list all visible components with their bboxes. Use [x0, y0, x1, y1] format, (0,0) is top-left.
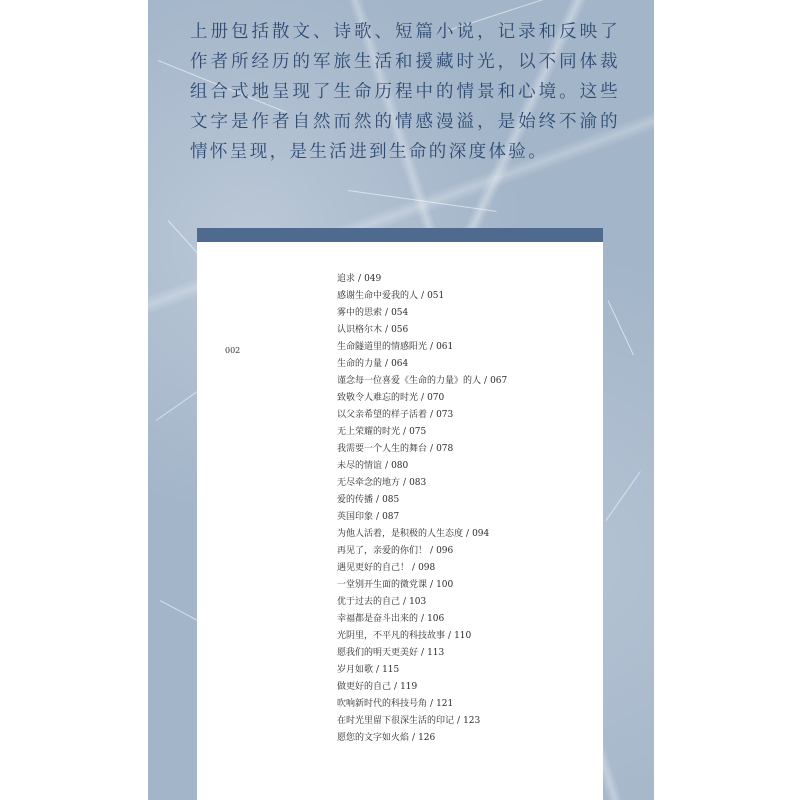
toc-entry	[337, 713, 507, 730]
toc-entry-page: 106	[427, 614, 445, 624]
toc-entry-title: 无上荣耀的时光	[337, 427, 401, 437]
toc-entry-title: 感谢生命中爱我的人	[337, 291, 419, 301]
toc-entry-page: 083	[409, 478, 427, 488]
toc-entry-title: 吹响新时代的科技号角	[337, 699, 428, 709]
toc-entry-title: 愿我们的明天更美好	[337, 648, 419, 658]
toc-entry-title: 我需要一个人生的舞台	[337, 444, 428, 454]
decorative-crack	[608, 300, 634, 355]
toc-entry-title: 优于过去的自己	[337, 597, 401, 607]
toc-entry-page: 051	[427, 291, 445, 301]
toc-entry	[337, 373, 507, 390]
toc-entry-title: 幸福都是奋斗出来的	[337, 614, 419, 624]
toc-entry-title: 再见了，亲爱的你们！	[337, 546, 428, 556]
toc-entry-page: 094	[472, 529, 490, 539]
toc-entry-title: 英国印象	[337, 512, 374, 522]
toc-entry	[337, 645, 507, 662]
toc-separator: /	[430, 410, 434, 420]
toc-entry-title: 遇见更好的自己！	[337, 563, 410, 573]
toc-entry-page: 064	[391, 359, 409, 369]
toc-entry-title: 认识格尔木	[337, 325, 383, 335]
toc-separator: /	[412, 563, 416, 573]
toc-entry	[337, 339, 507, 356]
toc-entry-title: 一堂别开生面的微党课	[337, 580, 428, 590]
toc-entry-page: 061	[436, 342, 454, 352]
toc-separator: /	[376, 512, 380, 522]
toc-entry	[337, 611, 507, 628]
toc-entry	[337, 662, 507, 679]
toc-entry	[337, 458, 507, 475]
toc-entry-page: 049	[364, 274, 382, 284]
toc-entry	[337, 271, 507, 288]
toc-entry	[337, 628, 507, 645]
toc-entry	[337, 696, 507, 713]
toc-entry-page: 119	[400, 682, 418, 692]
toc-entry-page: 054	[391, 308, 409, 318]
toc-separator: /	[484, 376, 488, 386]
toc-entry-title: 在时光里留下很深生活的印记	[337, 716, 455, 726]
page-header-bar	[197, 228, 603, 242]
toc-entry	[337, 730, 507, 747]
toc-entry-page: 110	[454, 631, 472, 641]
toc-entry-title: 致敬令人难忘的时光	[337, 393, 419, 403]
toc-separator: /	[385, 461, 389, 471]
toc-entry	[337, 407, 507, 424]
toc-entry	[337, 560, 507, 577]
decorative-crack	[348, 190, 497, 212]
toc-entry-page: 070	[427, 393, 445, 403]
toc-entry	[337, 322, 507, 339]
toc-entry	[337, 594, 507, 611]
toc-entry-title: 无尽牵念的地方	[337, 478, 401, 488]
toc-entry-page: 056	[391, 325, 409, 335]
toc-entry-page: 087	[382, 512, 400, 522]
toc-separator: /	[412, 733, 416, 743]
intro-paragraph: 上册包括散文、诗歌、短篇小说，记录和反映了作者所经历的军旅生活和援藏时光，以不同体裁组合式地呈现了生命历程中的情景和心境。这些文字是作者自然而然的情感漫溢，是始终不渝的情怀呈现，是生活进到生命的深度体验。	[190, 22, 620, 162]
toc-entry-page: 078	[436, 444, 454, 454]
toc-entry-title: 生命隧道里的情感阳光	[337, 342, 428, 352]
toc-entry	[337, 526, 507, 543]
table-of-contents	[337, 271, 507, 747]
toc-entry	[337, 577, 507, 594]
toc-separator: /	[421, 648, 425, 658]
toc-separator: /	[385, 308, 389, 318]
toc-entry	[337, 475, 507, 492]
toc-separator: /	[457, 716, 461, 726]
toc-separator: /	[430, 699, 434, 709]
toc-separator: /	[430, 444, 434, 454]
toc-entry	[337, 356, 507, 373]
toc-entry	[337, 679, 507, 696]
toc-entry-title: 岁月如歌	[337, 665, 374, 675]
toc-entry-title: 雾中的思索	[337, 308, 383, 318]
toc-entry	[337, 543, 507, 560]
toc-separator: /	[403, 597, 407, 607]
toc-entry-page: 098	[418, 563, 436, 573]
toc-entry-page: 115	[382, 665, 400, 675]
toc-entry-page: 085	[382, 495, 400, 505]
toc-separator: /	[376, 665, 380, 675]
toc-separator: /	[403, 478, 407, 488]
toc-separator: /	[421, 291, 425, 301]
page-number: 002	[225, 346, 241, 355]
toc-entry-page: 096	[436, 546, 454, 556]
toc-entry-title: 追求	[337, 274, 356, 284]
toc-separator: /	[403, 427, 407, 437]
toc-separator: /	[466, 529, 470, 539]
toc-entry-page: 067	[490, 376, 508, 386]
toc-entry-page: 123	[463, 716, 481, 726]
toc-entry-page: 075	[409, 427, 427, 437]
toc-separator: /	[448, 631, 452, 641]
toc-separator: /	[394, 682, 398, 692]
toc-entry-page: 100	[436, 580, 454, 590]
toc-separator: /	[385, 325, 389, 335]
toc-entry-page: 080	[391, 461, 409, 471]
decorative-crack	[606, 471, 641, 521]
toc-separator: /	[358, 274, 362, 284]
toc-entry	[337, 305, 507, 322]
toc-entry	[337, 288, 507, 305]
toc-entry	[337, 441, 507, 458]
toc-entry-page: 113	[427, 648, 445, 658]
toc-separator: /	[430, 580, 434, 590]
toc-separator: /	[376, 495, 380, 505]
toc-entry-title: 以父亲希望的样子活着	[337, 410, 428, 420]
toc-separator: /	[421, 614, 425, 624]
toc-entry-page: 073	[436, 410, 454, 420]
toc-separator: /	[385, 359, 389, 369]
toc-entry-title: 生命的力量	[337, 359, 383, 369]
toc-entry-page: 121	[436, 699, 454, 709]
toc-entry	[337, 492, 507, 509]
toc-entry-title: 未尽的情谊	[337, 461, 383, 471]
toc-separator: /	[421, 393, 425, 403]
toc-entry-title: 做更好的自己	[337, 682, 392, 692]
book-page	[197, 228, 603, 800]
toc-entry	[337, 509, 507, 526]
toc-entry-title: 光阴里，不平凡的科技故事	[337, 631, 446, 641]
toc-entry-title: 为他人活着，是积极的人生态度	[337, 529, 464, 539]
toc-separator: /	[430, 342, 434, 352]
toc-entry	[337, 424, 507, 441]
toc-entry-page: 126	[418, 733, 436, 743]
toc-entry-title: 谨念每一位喜爱《生命的力量》的人	[337, 376, 482, 386]
toc-separator: /	[430, 546, 434, 556]
toc-entry-title: 愿您的文字如火焰	[337, 733, 410, 743]
toc-entry-title: 爱的传播	[337, 495, 374, 505]
toc-entry-page: 103	[409, 597, 427, 607]
toc-entry	[337, 390, 507, 407]
